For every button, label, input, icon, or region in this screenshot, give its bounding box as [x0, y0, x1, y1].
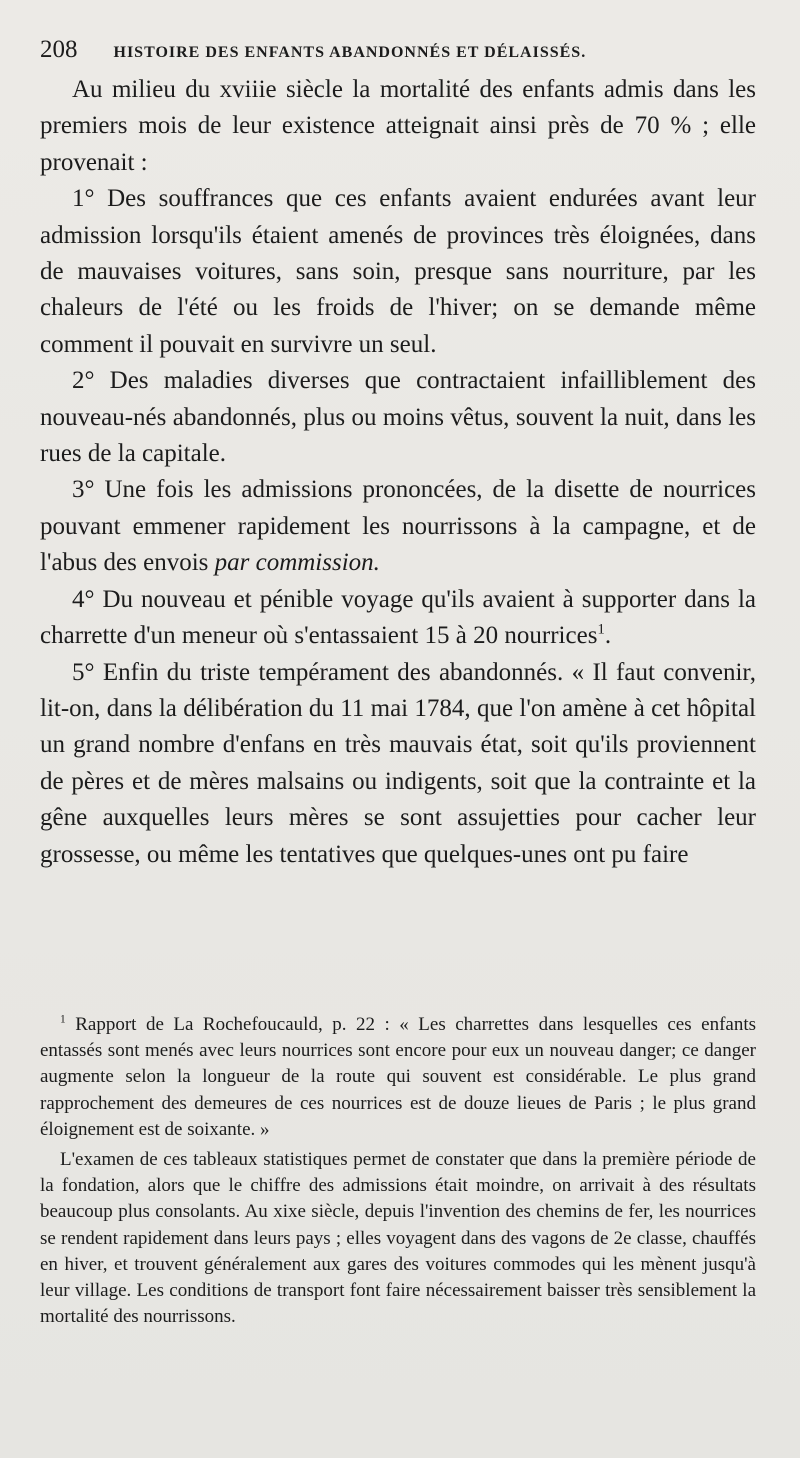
paragraph-cause-5: 5° Enfin du triste tempérament des abandonnés. « Il faut convenir, lit-on, dans la délibération du 11 mai 1784, que l'on amène à cet hôpital un grand nombre d'enfans en très mauvais état, soit qu'ils proviennent de pères et de mères malsains ou indigents, soit que la contrainte et la gêne auxquelles leurs mères se sont assujetties pour cacher leur grossesse, ou même les tentatives que quelques-unes ont pu faire	[40, 658, 756, 868]
footnote-reference: 1	[597, 621, 605, 638]
paragraph-cause-4	[40, 582, 756, 655]
cause-4-text: 4° Du nouveau et pénible voyage qu'ils avaient à supporter dans la charrette d'un meneur où s'entassaient 15 à 20 nourrices	[40, 585, 756, 650]
page-header	[40, 36, 752, 64]
footnotes	[40, 1012, 756, 1330]
cause-4-end: .	[604, 622, 612, 650]
paragraph-cause-1: 1° Des souffrances que ces enfants avaient endurées avant leur admission lorsqu'ils étaient amenés de provinces très éloignées, dans de mauvaises voitures, sans soin, presque sans nourriture, par les chaleurs de l'été ou les froids de l'hiver; on se demande même comment il pouvait en survivre un seul.	[40, 185, 756, 358]
paragraph-intro: Au milieu du xviiie siècle la mortalité des enfants admis dans les premiers mois de leur existence atteignait ainsi près de 70 % ; elle provenait :	[40, 76, 756, 176]
paragraph-cause-2: 2° Des maladies diverses que contractaient infailliblement des nouveau-nés abandonnés, plus ou moins vêtus, souvent la nuit, dans les rues de la capitale.	[40, 367, 756, 468]
running-head: HISTOIRE DES ENFANTS ABANDONNÉS ET DÉLAISSÉS.	[113, 44, 587, 61]
cause-3-text: 3° Une fois les admissions prononcées, de la disette de nourrices pouvant emmener rapidement les nourrissons à la campagne, et de l'abus des envois	[40, 476, 756, 577]
footnote-note: L'examen de ces tableaux statistiques permet de constater que dans la première période de la fondation, alors que le chiffre des admissions était moindre, on arrivait à des résultats beaucoup plus consolants. Au xixe siècle, depuis l'invention des chemins de fer, les nourrices se rendent rapidement dans leurs pays ; elles voyagent dans des vagons de 2e classe, chauffés en hiver, et trouvent généralement aux gares des voitures commodes qui les mènent jusqu'à leur village. Les conditions de transport font faire nécessairement baisser très sensiblement la mortalité des nourrissons.	[40, 1149, 756, 1328]
main-text	[40, 72, 756, 873]
footnote-1	[40, 1012, 756, 1143]
cause-3-italic: par commission.	[214, 549, 380, 577]
footnote-1-text: Rapport de La Rochefoucauld, p. 22 : « Les charrettes dans lesquelles ces enfants entassés sont menés avec leurs nourrices sont encore pour eux un nouveau danger; ce danger augmente selon la longueur de la route qui souvent est considérable. Le plus grand rapprochement des demeures de ces nourrices est de douze lieues de Paris ; le plus grand éloignement est de soixante. »	[40, 1014, 756, 1140]
page-number: 208	[40, 36, 78, 63]
paragraph-cause-3	[40, 472, 756, 581]
footnote-mark: 1	[60, 1013, 66, 1026]
